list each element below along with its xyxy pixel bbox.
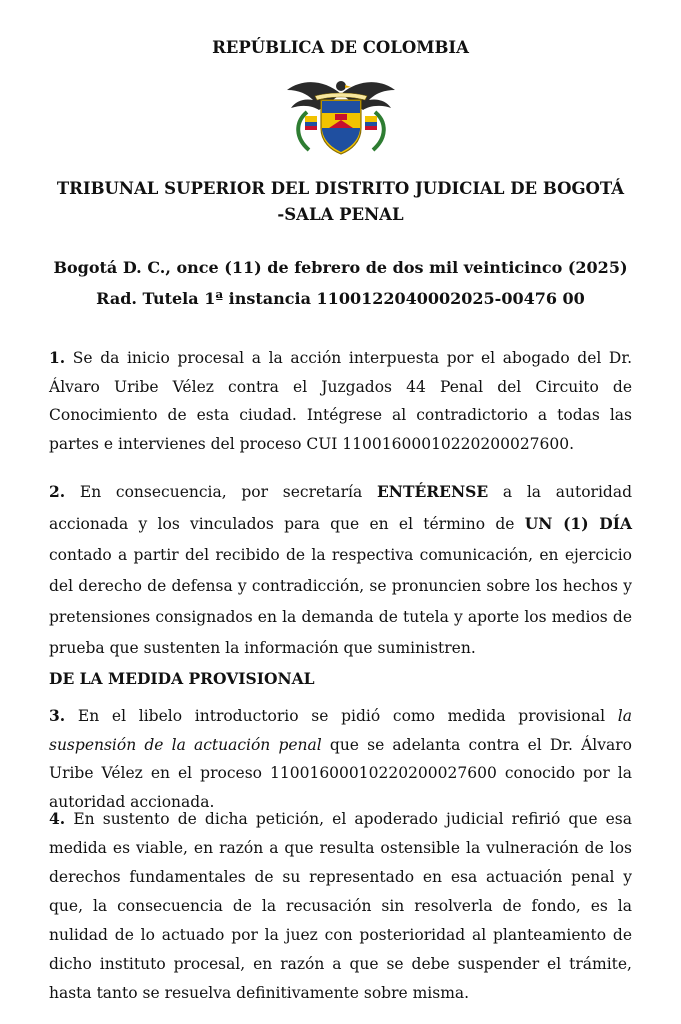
date-line: Bogotá D. C., once (11) de febrero de dos mil veinticinco (2025) bbox=[53, 258, 628, 277]
coat-of-arms-icon bbox=[285, 72, 397, 158]
paragraph-3-text-a: En el libelo introductorio se pidió como medida provisional bbox=[65, 707, 618, 725]
court-line-2: -SALA PENAL bbox=[277, 205, 404, 224]
paragraph-3-text-b: que se adelanta contra el Dr. Álvaro Uribe Vélez en el proceso 11001600010220200027600 conocido por la autoridad accionada. bbox=[49, 735, 632, 811]
paragraph-4-number: 4. bbox=[49, 809, 66, 828]
paragraph-2-text-b: a la autoridad accionada y los vinculados para que en el término de bbox=[49, 483, 633, 533]
section-title: DE LA MEDIDA PROVISIONAL bbox=[49, 669, 315, 688]
paragraph-3-italic: la suspensión de la actuación penal bbox=[49, 707, 632, 754]
radicado-line: Rad. Tutela 1ª instancia 1100122040002025-00476 00 bbox=[96, 289, 585, 308]
paragraph-2 bbox=[49, 476, 632, 664]
court-line-1: TRIBUNAL SUPERIOR DEL DISTRITO JUDICIAL DE BOGOTÁ bbox=[56, 179, 625, 198]
paragraph-3-number: 3. bbox=[49, 706, 66, 725]
paragraph-2-number: 2. bbox=[49, 482, 66, 501]
paragraph-4-text: En sustento de dicha petición, el apoderado judicial refirió que esa medida es viable, en razón a que resulta ostensible la vulneración de los derechos fundamentales de su representado en esa actuación penal y que, la consecuencia de la recusación sin resolverla de fondo, es la nulidad de lo actuado por la juez con posterioridad al planteamiento de dicho instituto procesal, en razón a que se debe suspender el trámite, hasta tanto se resuelva definitivamente sobre misma. bbox=[49, 810, 632, 1002]
paragraph-1-text: Se da inicio procesal a la acción interpuesta por el abogado del Dr. Álvaro Uribe Vélez contra el Juzgados 44 Penal del Circuito de Conocimiento de esta ciudad. Intégrese al contradictorio a todas las partes e intervienes del proceso CUI 11001600010220200027600. bbox=[49, 349, 632, 453]
paragraph-1-number: 1. bbox=[49, 348, 66, 367]
paragraph-2-text-c: contado a partir del recibido de la respectiva comunicación, en ejercicio del derecho de defensa y contradicción, se pronuncien sobre los hechos y pretensiones consignados en la demanda de tutela y aporte los medios de prueba que sustenten la información que suministren. bbox=[49, 546, 632, 657]
paragraph-2-bold-a: ENTÉRENSE bbox=[376, 482, 489, 501]
country-heading: REPÚBLICA DE COLOMBIA bbox=[212, 38, 469, 57]
paragraph-3 bbox=[49, 702, 632, 816]
court-heading bbox=[0, 176, 681, 228]
paragraph-4 bbox=[49, 804, 632, 1008]
paragraph-2-bold-b: UN (1) DÍA bbox=[524, 514, 632, 533]
paragraph-1 bbox=[49, 344, 632, 458]
paragraph-2-text-a: En consecuencia, por secretaría bbox=[65, 483, 377, 501]
